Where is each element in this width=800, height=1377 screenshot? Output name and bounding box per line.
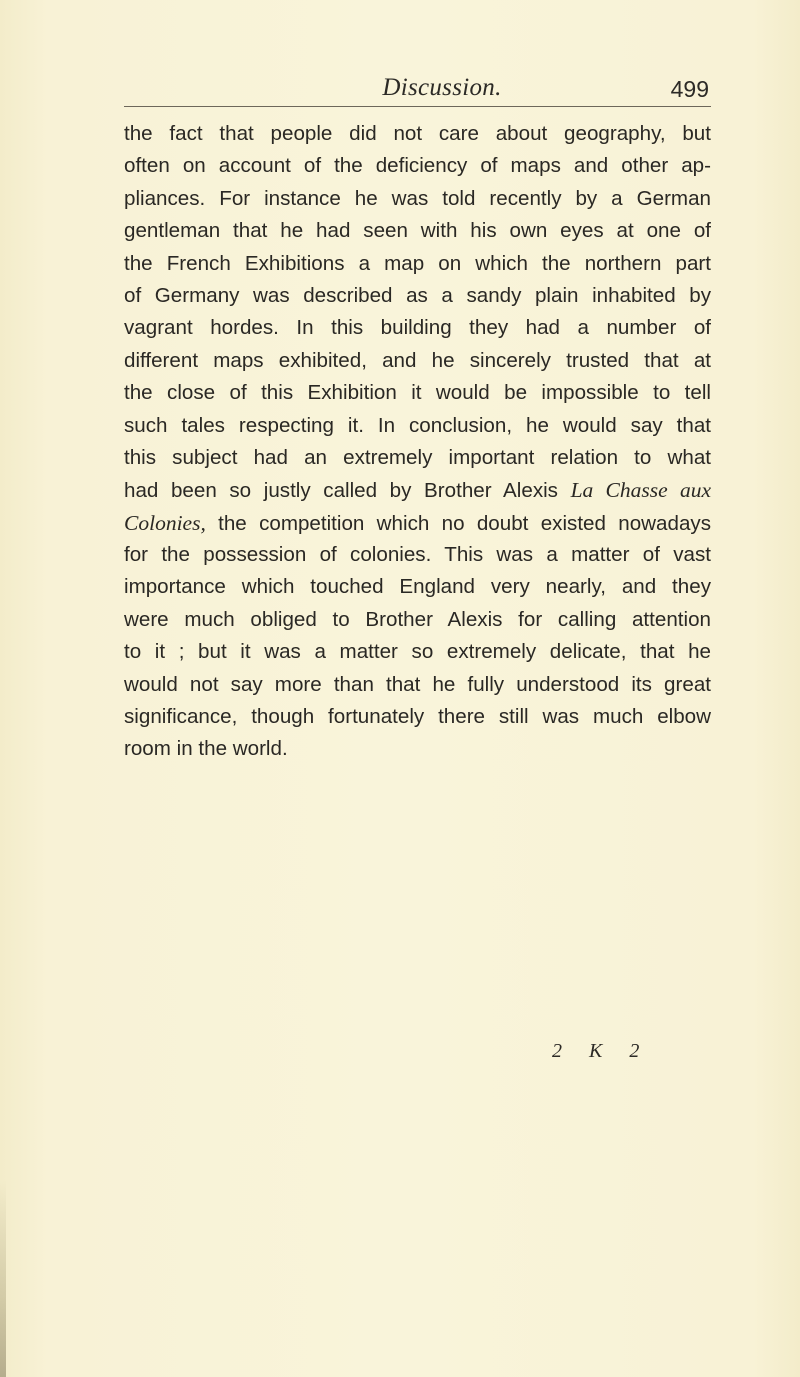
- text-line: the French Exhibitions a map on which the northern part: [124, 251, 711, 275]
- body-paragraph: [124, 118, 711, 766]
- text-line: [124, 507, 711, 539]
- printer-signature: 2 K 2: [552, 1040, 651, 1062]
- text-line: would not say more than that he fully understood its great: [124, 672, 711, 696]
- text-line: different maps exhibited, and he sincerely trusted that at: [124, 348, 711, 372]
- page-number: 499: [670, 76, 709, 102]
- text-line: to it ; but it was a matter so extremely delicate, that he: [124, 640, 711, 664]
- italic-title: La Chasse aux: [570, 478, 711, 503]
- text-line: such tales respecting it. In conclusion, he would say that: [124, 413, 711, 437]
- header-rule: [124, 106, 711, 107]
- italic-title: Colonies,: [124, 510, 206, 535]
- text-line: this subject had an extremely important relation to what: [124, 445, 711, 469]
- running-head: Discussion.: [382, 74, 502, 101]
- text-line: [124, 474, 711, 506]
- text-line: room in the world.: [124, 737, 288, 761]
- text-line: for the possession of colonies. This was a matter of vast: [124, 543, 711, 567]
- text-line: vagrant hordes. In this building they had a number of: [124, 316, 711, 340]
- page-edge-shadow: [0, 1180, 6, 1377]
- page-header: [124, 72, 711, 108]
- text-line: of Germany was described as a sandy plain inhabited by: [124, 283, 711, 307]
- text-line: often on account of the deficiency of maps and other ap-: [124, 154, 711, 178]
- text-line: the close of this Exhibition it would be impossible to tell: [124, 381, 711, 405]
- text-line: the fact that people did not care about geography, but: [124, 122, 711, 145]
- text-line: importance which touched England very nearly, and they: [124, 575, 711, 599]
- text-line: pliances. For instance he was told recently by a German: [124, 186, 711, 210]
- text-line: were much obliged to Brother Alexis for calling attention: [124, 607, 711, 631]
- text-line: gentleman that he had seen with his own eyes at one of: [124, 219, 711, 243]
- text-segment: had been so justly called by Brother Alexis: [124, 479, 571, 503]
- text-line: significance, though fortunately there still was much elbow: [124, 705, 711, 729]
- text-segment: the competition which no doubt existed nowadays: [205, 511, 711, 535]
